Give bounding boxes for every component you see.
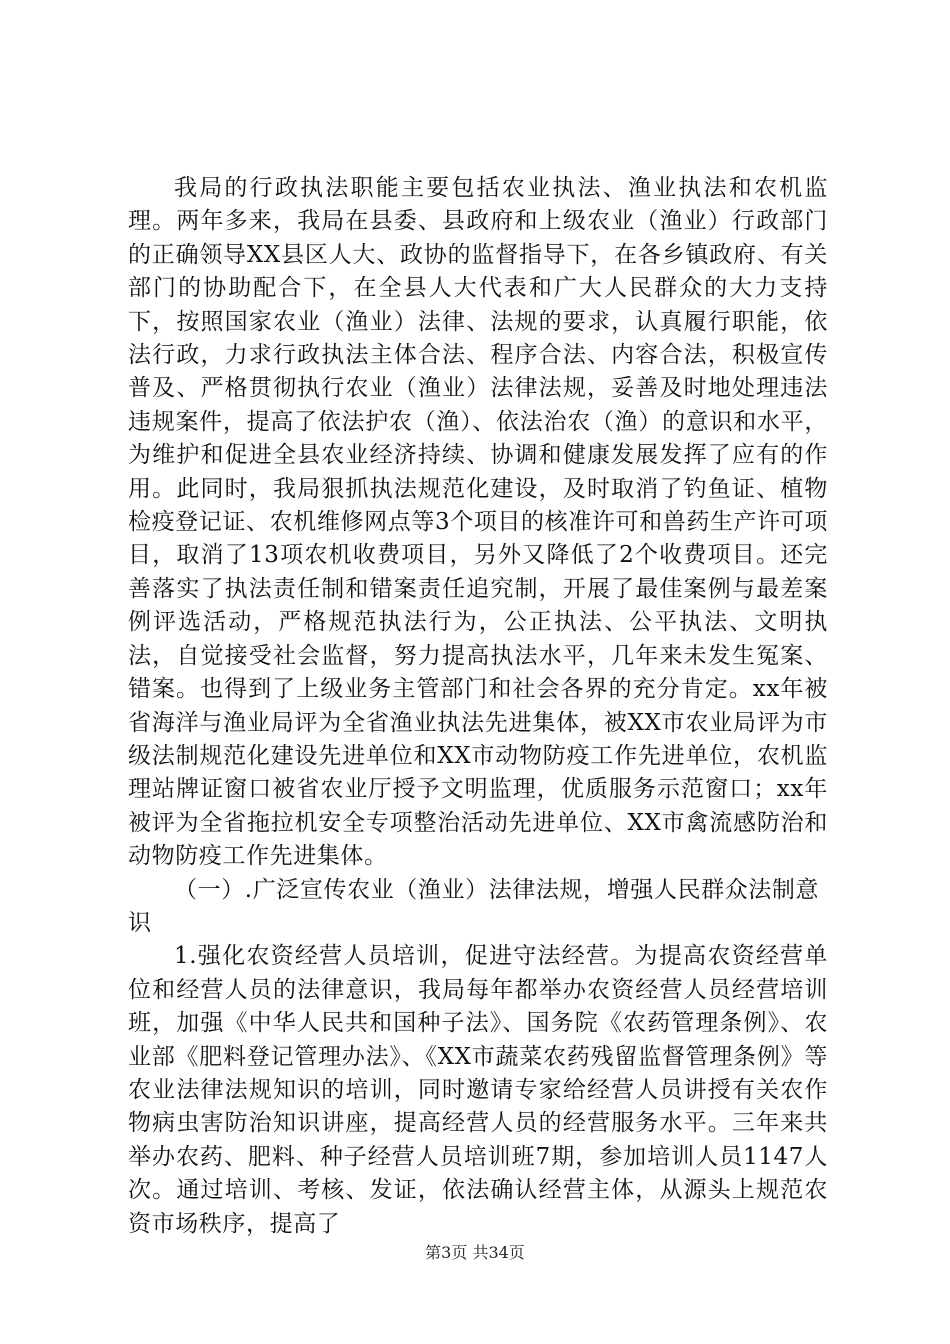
section-heading-1: （一）.广泛宣传农业（渔业）法律法规，增强人民群众法制意识 [128,876,820,936]
document-body [128,172,828,1241]
paragraph-training: 1.强化农资经营人员培训，促进守法经营。为提高农资经营单位和经营人员的法律意识，我局每年都举办农资经营人员经营培训班，加强《中华人民共和国种子法》、国务院《农药管理条例》、农业部《肥料登记管理办法》、《XX市蔬菜农药残留监督管理条例》等农业法律法规知识的培训，同时邀请专家给经营人员讲授有关农作物病虫害防治知识讲座，提高经营人员的经营服务水平。三年来共举办农药、肥料、种子经营人员培训班7期，参加培训人员1147人次。通过培训、考核、发证，依法确认经营主体，从源头上规范农资市场秩序，提高了 [128,943,828,1237]
page-number: 第3页 共34页 [425,1243,525,1262]
paragraph-intro: 我局的行政执法职能主要包括农业执法、渔业执法和农机监理。两年多来，我局在县委、县政府和上级农业（渔业）行政部门的正确领导XX县区人大、政协的监督指导下，在各乡镇政府、有关部门的协助配合下，在全县人大代表和广大人民群众的大力支持下，按照国家农业（渔业）法律、法规的要求，认真履行职能，依法行政，力求行政执法主体合法、程序合法、内容合法，积极宣传普及、严格贯彻执行农业（渔业）法律法规，妥善及时地处理违法违规案件，提高了依法护农（渔）、依法治农（渔）的意识和水平，为维护和促进全县农业经济持续、协调和健康发展发挥了应有的作用。此同时，我局狠抓执法规范化建设，及时取消了钓鱼证、植物检疫登记证、农机维修网点等3个项目的核准许可和兽药生产许可项目，取消了13项农机收费项目，另外又降低了2个收费项目。还完善落实了执法责任制和错案责任追究制，开展了最佳案例与最差案例评选活动，严格规范执法行为，公正执法、公平执法、文明执法，自觉接受社会监督，努力提高执法水平，几年来未发生冤案、错案。也得到了上级业务主管部门和社会各界的充分肯定。xx年被省海洋与渔业局评为全省渔业执法先进集体，被XX市农业局评为市级法制规范化建设先进单位和XX市动物防疫工作先进单位，农机监理站牌证窗口被省农业厅授予文明监理，优质服务示范窗口；xx年被评为全省拖拉机安全专项整治活动先进单位、XX市禽流感防治和动物防疫工作先进集体。 [128,175,828,870]
